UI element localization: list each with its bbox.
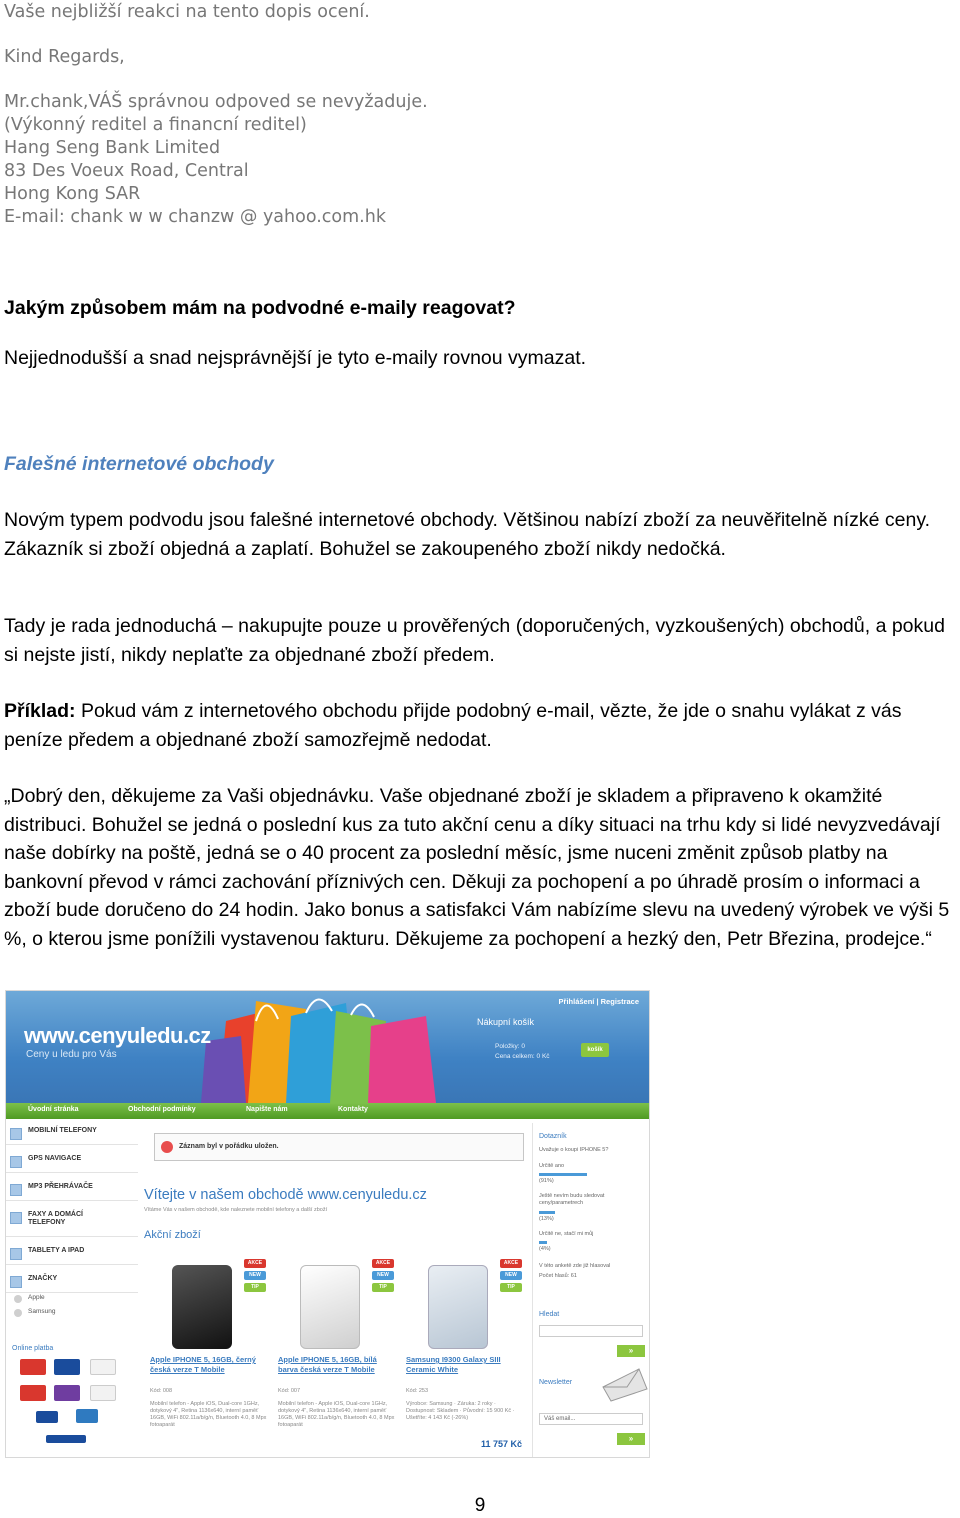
- product-name[interactable]: Apple IPHONE 5, 16GB, bílá barva česká verze T Mobile: [278, 1355, 377, 1374]
- category-icon: [10, 1128, 22, 1140]
- volksbank-logo-icon: [46, 1435, 86, 1443]
- quoted-email: [4, 1, 960, 229]
- shop-tagline: Ceny u ledu pro Vás: [26, 1049, 117, 1060]
- example-text: Pokud vám z internetového obchodu přijde podobný e-mail, vězte, že jde o snahu vylákat z vás peníze předem a objednané zboží samozřejmě nedodat.: [4, 700, 902, 751]
- poll-heading: Dotazník: [539, 1133, 567, 1140]
- welcome-subtext: Vítáme Vás v našem obchodě, kde naleznete mobilní telefony a další zboží: [144, 1207, 328, 1213]
- shop-site-name: www.cenyuledu.cz: [24, 1023, 211, 1048]
- poll-percent: (13%): [539, 1216, 554, 1222]
- poll-option[interactable]: Určitě ne, stačí mi můj: [539, 1231, 594, 1237]
- search-go-button[interactable]: »: [617, 1345, 645, 1357]
- poll-percent: (4%): [539, 1246, 551, 1252]
- signature-line: Hong Kong SAR: [4, 184, 141, 204]
- product-desc: Mobilní telefon - Apple iOS, Dual-core 1GHz, dotykový 4", Retina 1136x640, interní paměť 16GB, WiFi 802.11a/b/g/n, Bluetooth 4.0, 8 Mpx fotoaparát: [150, 1401, 267, 1428]
- signature-line: (Výkonný reditel a financní reditel): [4, 115, 307, 135]
- signature-line: E-mail: chank w w chanzw @ yahoo.com.hk: [4, 207, 386, 227]
- badge-sale: AKCE: [372, 1259, 394, 1268]
- ekonto-logo-icon: [54, 1385, 80, 1401]
- iphone-white-image: [300, 1265, 360, 1349]
- category-item[interactable]: [6, 1179, 138, 1201]
- badge-new: NEW: [244, 1271, 266, 1280]
- category-item[interactable]: [6, 1207, 138, 1237]
- signature-line: 83 Des Voeux Road, Central: [4, 161, 249, 181]
- email-intro: Vaše nejbližší reakci na tento dopis ocení.: [4, 2, 370, 22]
- poll-option[interactable]: Ještě nevím budu sledovat ceny/parametrech: [539, 1193, 605, 1206]
- section-heading: Falešné internetové obchody: [4, 453, 274, 475]
- shop-nav: [6, 1103, 650, 1119]
- category-icon: [10, 1184, 22, 1196]
- badge-tip: TIP: [500, 1283, 522, 1292]
- badge-new: NEW: [372, 1271, 394, 1280]
- galaxy-image: [428, 1265, 488, 1349]
- welcome-heading: Vítejte v našem obchodě www.cenyuledu.cz: [144, 1187, 427, 1203]
- category-label: MP3 PŘEHRÁVAČE: [28, 1183, 93, 1190]
- bank-logo-icon: [76, 1409, 98, 1423]
- product-code: Kód: 253: [406, 1388, 429, 1394]
- offers-heading: Akční zboží: [144, 1229, 201, 1241]
- product-name[interactable]: Samsung I9300 Galaxy SIII Ceramic White: [406, 1355, 501, 1374]
- nav-write-us[interactable]: Napište nám: [246, 1106, 288, 1113]
- product-name[interactable]: Apple IPHONE 5, 16GB, černý česká verze T Mobile: [150, 1355, 256, 1374]
- product-card[interactable]: [150, 1249, 274, 1458]
- newsletter-heading: Newsletter: [539, 1379, 573, 1386]
- signature-line: Hang Seng Bank Limited: [4, 138, 221, 158]
- category-label: ZNAČKY: [28, 1275, 58, 1282]
- category-icon: [10, 1248, 22, 1260]
- category-icon: [10, 1156, 22, 1168]
- badge-new: NEW: [500, 1271, 522, 1280]
- badge-sale: AKCE: [244, 1259, 266, 1268]
- shop-banner: [6, 991, 650, 1103]
- quoted-scam-message: „Dobrý den, děkujeme za Vaši objednávku. Vaše objednané zboží je skladem a připraveno k okamžité distribuci. Bohužel se jedná o poslední kus za tuto akční cenu a díky situaci na trhu kdy si lidé nevyzvedávají naše dobírky na poště, jedná se o 40 procent za poslední měsíc, jsme nuceni změnit způsob platby na bankovní převod v rámci zachování příznivých cen. Děkuji za pochopení a po úhradě prosím o informaci a zboží bude doručeno do 24 hodin. Jako bonus a satisfakci Vám nabízíme slevu na uvedený výrobek ve výši 5 %, o kterou jsme ponížili vystavenou fakturu. Děkujeme za pochopení a hezký den, Petr Březina, prodejce.“: [4, 785, 950, 950]
- poll-votes: V této anketě zde již hlasoval: [539, 1263, 611, 1269]
- search-input[interactable]: [539, 1325, 643, 1337]
- cart-total: Cena celkem: 0 Kč: [495, 1053, 550, 1060]
- product-code: Kód: 008: [150, 1388, 173, 1394]
- poll-option[interactable]: Určitě ano: [539, 1163, 565, 1169]
- warning-icon: [161, 1141, 173, 1153]
- category-item[interactable]: [6, 1151, 138, 1173]
- paragraph-example: [4, 697, 960, 754]
- category-item[interactable]: [6, 1123, 138, 1145]
- poll-bar: [539, 1241, 547, 1244]
- category-icon: [10, 1276, 22, 1288]
- search-heading: Hledat: [539, 1311, 560, 1318]
- nav-home[interactable]: Úvodní stránka: [28, 1106, 79, 1113]
- question-heading: Jakým způsobem mám na podvodné e-maily reagovat?: [4, 297, 516, 319]
- newsletter-go-button[interactable]: »: [617, 1433, 645, 1445]
- visa-logo-icon: [90, 1359, 116, 1375]
- poll-bar: [539, 1211, 555, 1214]
- category-icon: [10, 1212, 22, 1224]
- email-greeting: Kind Regards,: [4, 47, 125, 67]
- product-card[interactable]: [278, 1249, 402, 1458]
- brand-link[interactable]: Samsung: [28, 1308, 56, 1315]
- product-desc: Mobilní telefon - Apple iOS, Dual-core 1GHz, dotykový 4", Retina 1136x640, interní paměť 16GB, WiFi 802.11a/b/g/n, Bluetooth 4.0, 8 Mpx fotoaparát: [278, 1401, 395, 1428]
- example-label: Příklad:: [4, 700, 76, 722]
- card-logo-icon: [54, 1359, 80, 1375]
- nav-contacts[interactable]: Kontakty: [338, 1106, 368, 1113]
- signature-line: Mr.chank,VÁŠ správnou odpoved se nevyžaduje.: [4, 92, 428, 112]
- product-code: Kód: 007: [278, 1388, 301, 1394]
- email-signature: [4, 91, 960, 229]
- poll-percent: (91%): [539, 1178, 554, 1184]
- category-item[interactable]: [6, 1271, 138, 1293]
- saved-notice: [154, 1133, 524, 1161]
- cart-box: [477, 1013, 637, 1073]
- paragraph: Novým typem podvodu jsou falešné internetové obchody. Většinou nabízí zboží za neuvěřitelně nízké ceny. Zákazník si zboží objedná a zaplatí. Bohužel se zakoupeného zboží nikdy nedočká.: [4, 509, 931, 560]
- shopping-bags-illustration: [196, 991, 456, 1103]
- payment-heading: Online platba: [12, 1345, 54, 1352]
- brand-bullet-icon: [14, 1295, 22, 1303]
- question-answer: Nejjednodušší a snad nejsprávnější je tyto e-maily rovnou vymazat.: [4, 347, 587, 369]
- cart-button[interactable]: košík: [581, 1043, 609, 1057]
- badge-tip: TIP: [372, 1283, 394, 1292]
- cart-items: Položky: 0: [495, 1043, 525, 1050]
- cart-title: Nákupní košík: [477, 1017, 535, 1027]
- category-item[interactable]: [6, 1243, 138, 1265]
- document-page: [4, 0, 960, 950]
- shop-right-column: [532, 1123, 650, 1458]
- category-label: MOBILNÍ TELEFONY: [28, 1127, 97, 1134]
- nav-terms[interactable]: Obchodní podmínky: [128, 1106, 196, 1113]
- saved-message: Záznam byl v pořádku uložen.: [179, 1143, 279, 1150]
- newsletter-email-input[interactable]: Váš email...: [539, 1413, 643, 1425]
- brand-bullet-icon: [14, 1309, 22, 1317]
- card-logo-icon: [20, 1385, 46, 1401]
- poll-bar: [539, 1173, 587, 1176]
- product-card[interactable]: [406, 1249, 530, 1458]
- category-label: FAXY A DOMÁCÍ TELEFONY: [28, 1211, 83, 1226]
- page-number: 9: [474, 1495, 486, 1516]
- payu-logo-icon: [90, 1385, 116, 1401]
- category-label: GPS NAVIGACE: [28, 1155, 82, 1162]
- product-desc: Výrobce: Samsung · Záruka: 2 roky · Dostupnost: Skladem · Původní: 15 900 Kč · Ušetříte: 4 143 Kč (-26%): [406, 1401, 515, 1421]
- badge-sale: AKCE: [500, 1259, 522, 1268]
- card-logo-icon: [20, 1359, 46, 1375]
- fake-shop-screenshot: [5, 990, 650, 1458]
- badge-tip: TIP: [244, 1283, 266, 1292]
- envelope-icon: [599, 1367, 649, 1403]
- category-label: TABLETY A IPAD: [28, 1247, 85, 1254]
- shop-main: [144, 1123, 526, 1458]
- poll-question: Uvažuje o koupi IPHONE 5?: [539, 1147, 609, 1153]
- iphone-black-image: [172, 1265, 232, 1349]
- category-sidebar: [6, 1123, 138, 1458]
- kb-logo-icon: [36, 1411, 58, 1423]
- product-price: 11 757 Kč: [480, 1439, 522, 1449]
- poll-count: Počet hlasů: 61: [539, 1273, 577, 1279]
- paragraph: Tady je rada jednoduchá – nakupujte pouze u prověřených (doporučených, vyzkoušených) obchodů, a pokud si nejste jistí, nikdy neplaťte za objednané zboží předem.: [4, 615, 945, 666]
- login-register-link[interactable]: Přihlášení | Registrace: [558, 997, 639, 1006]
- brand-link[interactable]: Apple: [28, 1294, 45, 1301]
